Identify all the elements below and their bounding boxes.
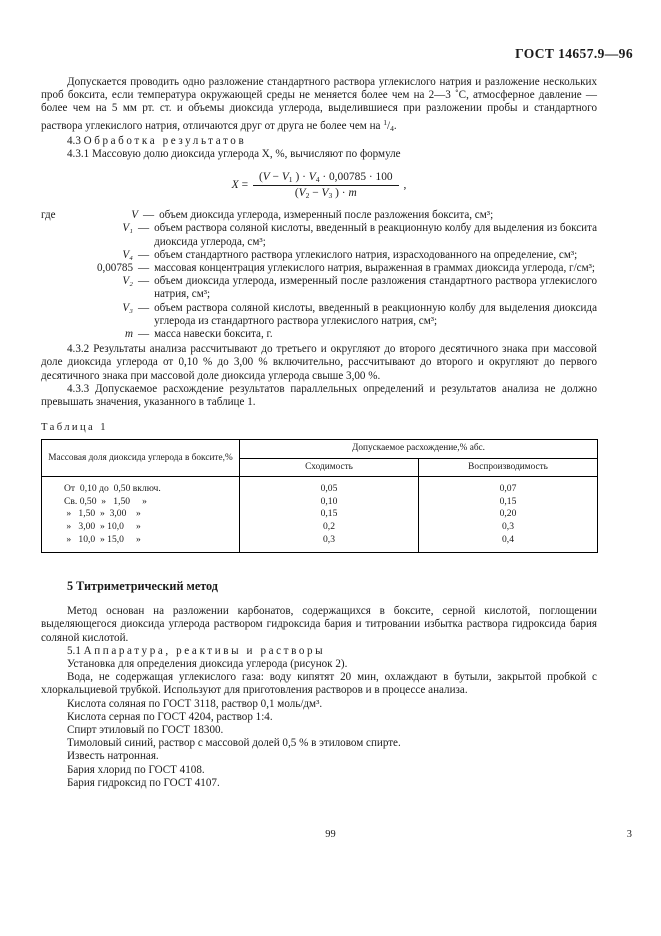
- page-content: [41, 76, 597, 790]
- footer-page-number-right: 3: [626, 829, 632, 840]
- clause-5-1-heading: [41, 645, 597, 658]
- clause-4-3-title: Обработка результатов: [83, 134, 247, 147]
- definition-row: [41, 328, 597, 341]
- definition-dash: —: [138, 222, 150, 235]
- definition-row: [41, 262, 597, 275]
- table-header-repeatability: Сходимость: [240, 458, 419, 477]
- definition-symbol: V: [131, 209, 138, 222]
- where-label: где: [41, 209, 56, 222]
- repeatability-value: 0,10: [320, 495, 338, 507]
- footer-page-number-center: 99: [325, 829, 336, 840]
- definition-dash: —: [138, 262, 150, 275]
- reagent-item: Известь натронная.: [67, 750, 159, 763]
- definition-symbol: 0,00785: [96, 262, 133, 275]
- definition-text: объем раствора соляной кислоты, введенный в реакционную колбу для выделения диоксида углерода из стандартного раствора углекислого натрия, см³;: [154, 301, 597, 327]
- definition-dash: —: [143, 209, 155, 222]
- definition-row: [41, 209, 597, 222]
- reproducibility-value: 0,4: [502, 533, 514, 545]
- definition-text: объем диоксида углерода, измеренный после разложения стандартного раствора углекислого натрия, см³;: [154, 275, 597, 301]
- range-item: Св. 0,50 » 1,50 »: [64, 495, 147, 507]
- formula-expression: [232, 171, 407, 200]
- reagent-item: Кислота серная по ГОСТ 4204, раствор 1:4.: [67, 710, 273, 723]
- table-cell-reproducibility: [419, 477, 598, 553]
- formula-block: [41, 171, 597, 200]
- reproducibility-value: 0,07: [499, 483, 517, 495]
- definition-row: [41, 302, 597, 328]
- repeatability-list: [240, 483, 418, 546]
- definition-text: объем диоксида углерода, измеренный после разложения боксита, см³;: [159, 209, 494, 222]
- reagent-item: Кислота соляная по ГОСТ 3118, раствор 0,1 моль/дм³.: [67, 697, 323, 710]
- definition-dash: —: [138, 301, 150, 314]
- one-quarter-fraction: $^1/_4$: [383, 117, 394, 133]
- formula-lhs: X: [231, 179, 239, 192]
- definition-symbol: m: [124, 328, 133, 341]
- definition-symbol: V₄: [122, 248, 133, 261]
- reagent-item: Спирт этиловый по ГОСТ 18300.: [67, 724, 224, 737]
- definition-dash: —: [138, 275, 150, 288]
- range-item: » 1,50 » 3,00 »: [64, 508, 141, 520]
- page-header-standard-number: ГОСТ 14657.9—96: [515, 46, 633, 61]
- reproducibility-list: [419, 483, 597, 546]
- range-list: [42, 483, 239, 546]
- table-header-reproducibility: Воспроизводимость: [419, 458, 598, 477]
- table-header-massfraction: Массовая доля диоксида углерода в боксите,%: [42, 440, 240, 477]
- formula-denominator: ($V_2 - V_3$ ) · m: [294, 187, 357, 201]
- reagent-item: Бария гидроксид по ГОСТ 4107.: [67, 776, 220, 789]
- definition-symbol: V₂: [122, 275, 133, 288]
- reagent-item: Установка для определения диоксида углерода (рисунок 2).: [67, 658, 348, 671]
- definition-row: [41, 249, 597, 262]
- definition-row: [41, 275, 597, 301]
- clause-4-3-number: 4.3: [67, 134, 81, 147]
- reproducibility-value: 0,15: [499, 495, 517, 507]
- formula-equals: =: [241, 179, 249, 192]
- section-5-heading: 5 Титриметрический метод: [67, 579, 218, 594]
- table-header-tolerance-group: Допускаемое расхождение,% абс.: [240, 440, 598, 459]
- formula-numerator: ($V - V_1$ ) · $V_4 \cdot 0,00785 \cdot 100$: [253, 171, 399, 186]
- definition-dash: —: [138, 328, 150, 341]
- table-header-row-1: [42, 440, 598, 459]
- definition-text: массовая концентрация углекислого натрия, выраженная в граммах диоксида углерода, г/см³;: [154, 262, 596, 275]
- formula-fraction: [253, 171, 399, 200]
- table-cell-ranges: [42, 477, 240, 553]
- intro-paragraph-tail: .: [393, 119, 397, 132]
- section-5-method-paragraph: Метод основан на разложении карбонатов, содержащихся в боксите, серной кислотой, поглощении выделяющегося диоксида углерода раствором гидроксида бария и титровании избытка раствора гидроксида бария соляной кислотой.: [41, 605, 597, 644]
- table-row: [42, 477, 598, 553]
- table-body: [42, 477, 598, 553]
- clause-5-1-title: Аппаратура, реактивы и растворы: [83, 644, 326, 657]
- repeatability-value: 0,15: [320, 508, 338, 520]
- reproducibility-value: 0,20: [499, 508, 517, 520]
- reagent-item: Бария хлорид по ГОСТ 4108.: [67, 763, 205, 776]
- clause-4-3-2: 4.3.2 Результаты анализа рассчитывают до третьего и округляют до второго десятичного знака при массовой доле диоксида углерода от 0,10 % до 3,00 % включительно, рассчитывают до второго и округляют до первого десятичного знака при массовой доле диоксида углерода свыше 3,00 %.: [41, 343, 597, 382]
- reagent-item: Вода, не содержащая углекислого газа: воду кипятят 20 мин, охлаждают в бутыли, закрытой пробкой с хлоркальциевой трубкой. Используют для приготовления растворов и в процессе анализа.: [41, 671, 597, 697]
- formula-definitions-list: [41, 209, 597, 341]
- definition-dash: —: [138, 248, 150, 261]
- tolerance-table: [41, 439, 598, 553]
- range-item: » 3,00 » 10,0 »: [64, 521, 141, 533]
- clause-4-3-1: 4.3.1 Массовую долю диоксида углерода X, %, вычисляют по формуле: [67, 148, 401, 161]
- reproducibility-value: 0,3: [502, 521, 514, 533]
- table-cell-repeatability: [240, 477, 419, 553]
- reagent-item: Тимоловый синий, раствор с массовой долей 0,5 % в этиловом спирте.: [67, 737, 401, 750]
- repeatability-value: 0,3: [323, 533, 335, 545]
- clause-5-1-number: 5.1: [67, 644, 81, 657]
- definition-row: [41, 222, 597, 248]
- definition-symbol: V₁: [122, 222, 133, 235]
- table-head: [42, 440, 598, 477]
- clause-4-3-heading: [41, 135, 597, 148]
- range-item: От 0,10 до 0,50 включ.: [64, 483, 161, 495]
- definition-symbol: V₃: [122, 301, 133, 314]
- formula-trailing-comma: ,: [403, 179, 407, 192]
- repeatability-value: 0,2: [323, 521, 335, 533]
- definition-text: масса навески боксита, г.: [154, 328, 273, 341]
- intro-paragraph-text: Допускается проводить одно разложение стандартного раствора углекислого натрия и разложение нескольких проб боксита, если температура окружающей среды не меняется более чем на 2—3 ˚С, атмосферное давление — более чем на 5 мм рт. ст. и объемы диоксида углерода, выделившиеся при разложении пробы и стандартного раствора углекислого натрия, отличаются друг от друга не более чем на: [41, 76, 597, 132]
- table-caption: Таблица 1: [41, 422, 108, 434]
- intro-paragraph: [41, 76, 597, 135]
- definition-text: объем раствора соляной кислоты, введенный в реакционную колбу для выделения из боксита диоксида углерода, см³;: [154, 222, 597, 248]
- range-item: » 10,0 » 15,0 »: [64, 533, 141, 545]
- clause-4-3-3: 4.3.3 Допускаемое расхождение результатов параллельных определений и результатов анализа не должно превышать значения, указанного в таблице 1.: [41, 382, 597, 409]
- definition-text: объем стандартного раствора углекислого натрия, израсходованного на определение, см³;: [154, 248, 578, 261]
- repeatability-value: 0,05: [320, 483, 338, 495]
